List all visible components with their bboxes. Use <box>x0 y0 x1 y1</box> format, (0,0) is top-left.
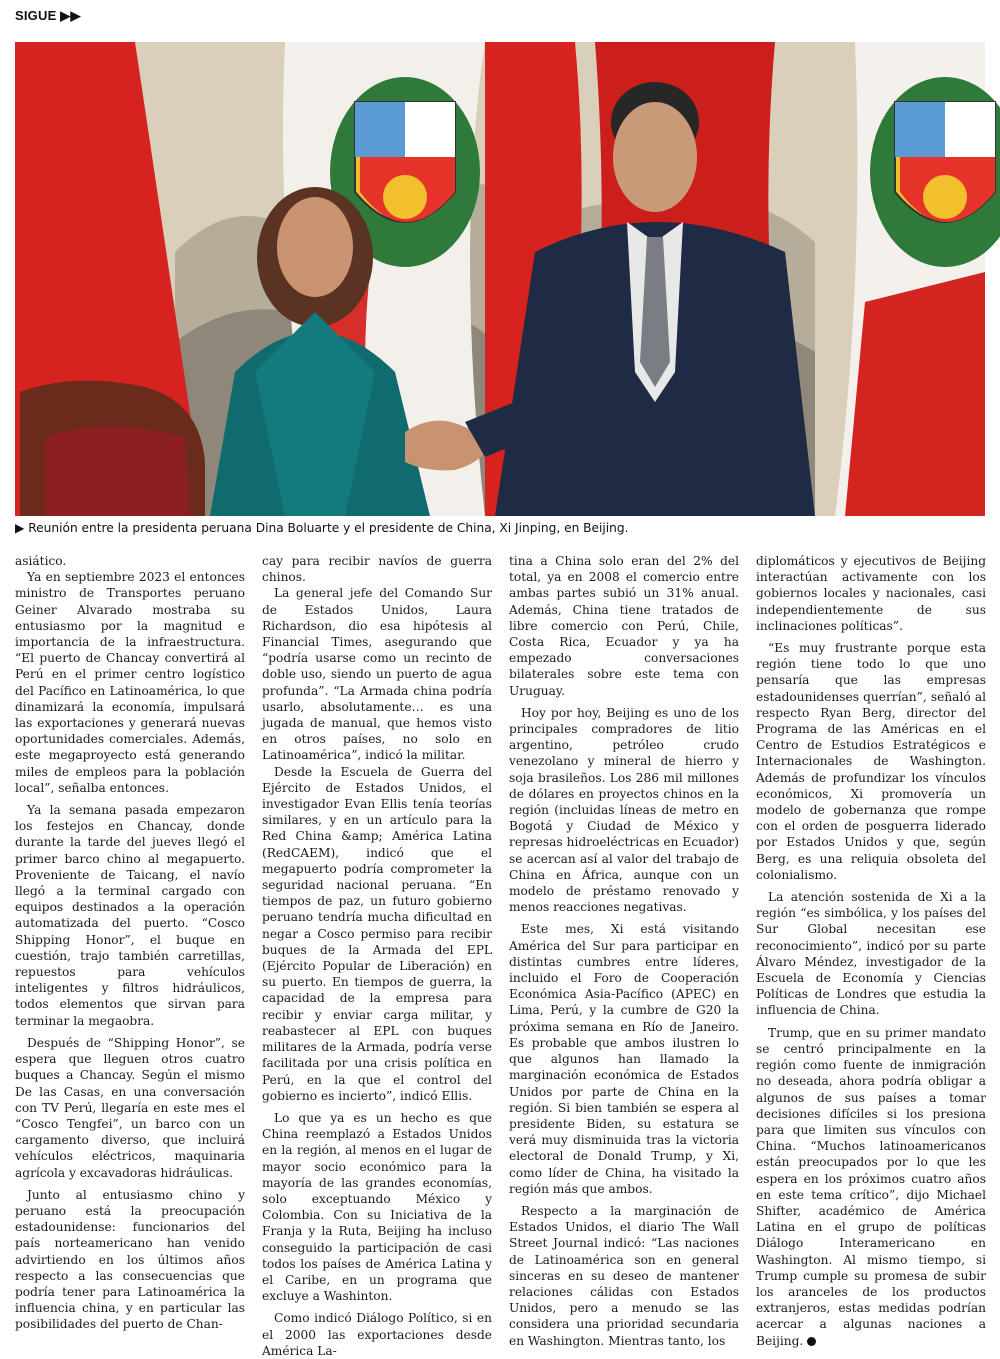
paragraph-text: Trump, que en su primer mandato se centró principalmente en la región como fuente de inmigración no deseada, ahora podría obligar a algunos de sus países a tomar decisiones difíciles si los presiona para que limiten sus vínculos con China. “Muchos latinoamericanos están preocupados por lo que les espera en los próximos cuatro años en este tema crítico”, dijo Michael Shifter, académico de América Latina en el grupo de políticas Diálogo Interamericano en Washington. Al mismo tiempo, si Trump cumple su promesa de subir los aranceles de los productos extranjeros, estas medidas podrían acercar a algunas naciones a Beijing. <box>756 1025 986 1348</box>
article-column-4 <box>756 553 986 1348</box>
paragraph: Ya en septiembre 2023 el entonces ministro de Transportes peruano Geiner Alvarado mostraba su entusiasmo por la magnitud e importancia de la infraestructura. “El puerto de Chancay convertirá al Perú en el primer centro logístico del Pacífico en Latinoamérica, lo que dinamizará la economía, impulsará las exportaciones y generará nuevas oportunidades comerciales. Además, este megaproyecto está generando miles de empleos para la población local”, señalba entonces. <box>15 570 245 795</box>
paragraph: Este mes, Xi está visitando América del Sur para participar en distintas cumbres entre líderes, incluido el Foro de Cooperación Económica Asia-Pacífico (APEC) en Lima, Perú, y la cumbre de G20 la próxima semana en Río de Janeiro. Es probable que ambos ilustren lo que algunos han llamado la marginación económica de Estados Unidos por parte de China en la región. Si bien también se espera al presidente Biden, su estatura se verá muy disminuida tras la victoria electoral de Donald Trump, y Xi, como líder de China, ha visitado la región más que ambos. <box>509 922 739 1196</box>
paragraph: Desde la Escuela de Guerra del Ejército de Estados Unidos, el investigador Evan Ellis tenía teorías similares, y en un artículo para la Red China &amp; América Latina (RedCAEM), indicó que el megapuerto podría comprometer la seguridad nacional peruana. “En tiempos de paz, un futuro gobierno peruano tendría mucha dificultad en negar a Cosco permiso para recibir buques de la Armada del EPL (Ejército Popular de Liberación) en su puerto. En tiempos de guerra, la capacidad de la empresa para recibir y enviar carga militar, y reabastecer al EPL con buques militares de la Armada, podría verse facilitada por una crisis política en Perú, en la que el control del gobierno es incierto”, indicó Ellis. <box>262 764 492 1103</box>
paragraph: Lo que ya es un hecho es que China reemplazó a Estados Unidos en la región, al menos en el lugar de mayor socio económico para la mayoría de las grandes economías, solo exceptuando México y Colombia. Con su Iniciativa de la Franja y la Ruta, Beijing ha incluso conseguido la participación de casi todos los países de América Latina y el Caribe, en un programa que excluye a Washinton. <box>262 1110 492 1304</box>
paragraph: La atención sostenida de Xi a la región “es simbólica, y los países del Sur Global necesitan ese reconocimiento”, indicó por su parte Álvaro Méndez, investigador de la Escuela de Economía y Ciencias Políticas de Londres que estudia la influencia de China. <box>756 890 986 1018</box>
photo-illustration <box>15 42 985 516</box>
paragraph: Como indicó Diálogo Político, si en el 2000 las exportaciones desde América La- <box>262 1311 492 1358</box>
paragraph: cay para recibir navíos de guerra chinos. <box>262 554 492 585</box>
paragraph: Respecto a la marginación de Estados Unidos, el diario The Wall Street Journal indicó: “Las naciones de Latinoamérica son en general sinceras en su deseo de mantener relaciones cálidas con Estados Unidos, pero a menudo se las considera una prioridad secundaria en Washington. Mientras tanto, los <box>509 1203 739 1348</box>
photo-caption: ▶ Reunión entre la presidenta peruana Dina Boluarte y el presidente de China, Xi Jinping, en Beijing. <box>15 521 629 535</box>
paragraph: tina a China solo eran del 2% del total, ya en 2008 el comercio entre ambas partes subió un 31% anual. Además, China tiene tratados de libre comercio con Perú, Chile, Costa Rica, Ecuador y ya ha empezado conversaciones bilaterales sobre este tema con Uruguay. <box>509 554 739 698</box>
paragraph <box>756 1025 986 1349</box>
news-photo <box>15 42 985 516</box>
article-column-2 <box>262 553 492 1358</box>
article-column-3 <box>509 553 739 1348</box>
paragraph: “Es muy frustrante porque esta región tiene todo lo que uno pensaría que las empresas estadounidenses querrían”, señaló al respecto Ryan Berg, director del Programa de las Américas en el Centro de Estudios Estratégicos e Internacionales de Washington. Además de profundizar los vínculos económicos, Xi promovería un modelo de gobernanza que rompe con el orden de posguerra liderado por Estados Unidos y que, según Berg, es una reliquia obsoleta del colonialismo. <box>756 641 986 882</box>
paragraph: Después de “Shipping Honor”, se espera que lleguen otros cuatro buques a Chancay. Según el mismo De las Casas, en una conversación con TV Perú, llegaría en este mes el “Cosco Tengfei”, un barco con un cargamento diverso, que incluirá vehículos eléctricos, maquinaria agrícola y excavadoras hidráulicas. <box>15 1035 245 1180</box>
article-column-1 <box>15 553 245 1332</box>
article-body <box>15 553 987 1358</box>
end-of-article-mark <box>807 1337 816 1346</box>
paragraph: Hoy por hoy, Beijing es uno de los principales compradores de litio argentino, petróleo crudo venezolano y mineral de hierro y soja brasileños. Los 286 mil millones de dólares en proyectos chinos en la región (incluidas líneas de metro en Bogotá y Ciudad de México y represas hidroeléctricas en Ecuador) se acercan así al valor del trabajo de China en África, aunque con un modelo de préstamo renovado y menos reacciones negativas. <box>509 705 739 915</box>
paragraph: Ya la semana pasada empezaron los festejos en Chancay, donde durante la tarde del jueves llegó el primer barco chino al megapuerto. Proveniente de Taicang, el navío llegó a la terminal cargado con equipos destinados a la operación automatizada del puerto. “Cosco Shipping Honor”, el buque en cuestión, trajo también carretillas, repuestos para vehículos inteligentes y filtros hidráulicos, todos elementos que sirvan para terminar la megaobra. <box>15 803 245 1028</box>
paragraph: La general jefe del Comando Sur de Estados Unidos, Laura Richardson, dio esa hipótesis al Financial Times, asegurando que “podría usarse como un recinto de doble uso, siendo un puerto de agua profunda”. “La Armada china podría usarlo, absolutamente… es una jugada de manual, que hemos visto en otros países, no solo en Latinoamérica”, indicó la militar. <box>262 586 492 763</box>
paragraph: asiático. <box>15 554 67 568</box>
paragraph: diplomáticos y ejecutivos de Beijing interactúan activamente con los gobiernos locales y nacionales, casi independientemente de sus inclinaciones políticas”. <box>756 554 986 633</box>
continue-label: SIGUE ▶▶ <box>15 8 81 23</box>
paragraph: Junto al entusiasmo chino y peruano está la preocupación estadounidense: funcionarios del país norteamericano han venido advirtiendo en los últimos años respecto a las consecuencias que podría tener para Latinoamérica la influencia china, y en particular las posibilidades del puerto de Chan- <box>15 1187 245 1332</box>
